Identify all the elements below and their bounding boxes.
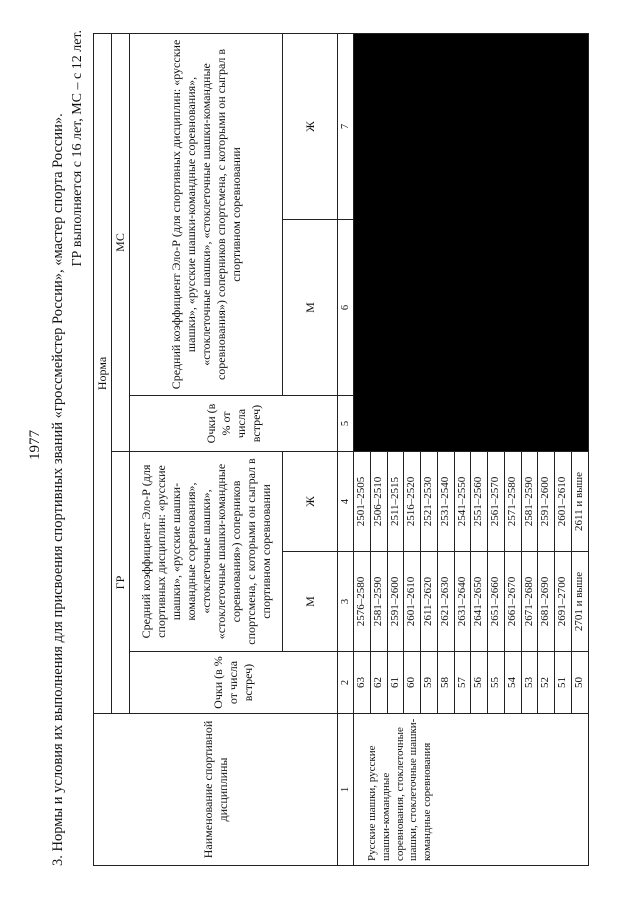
elo-zh-cell: 2601–2610 bbox=[555, 452, 572, 552]
points-cell: 54 bbox=[504, 652, 521, 714]
elo-zh-cell: 2531–2540 bbox=[437, 452, 454, 552]
section-heading: 3. Нормы и условия их выполнения для присвоения спортивных званий «гроссмейстер России», «мастер спорта России». bbox=[50, 113, 66, 866]
gr-zh-header-cell bbox=[283, 452, 338, 552]
ms-points-header: Очки (в % от числа встреч) bbox=[203, 403, 263, 444]
elo-m-cell: 2631–2640 bbox=[454, 552, 471, 652]
gr-points-header: Очки (в % от числа встреч) bbox=[211, 656, 255, 709]
points-cell: 53 bbox=[521, 652, 538, 714]
elo-m-cell: 2611–2620 bbox=[421, 552, 438, 652]
elo-m-cell: 2671–2680 bbox=[521, 552, 538, 652]
points-cell: 58 bbox=[437, 652, 454, 714]
elo-m-cell: 2576–2580 bbox=[354, 552, 371, 652]
ms-elo-header-cell bbox=[130, 33, 283, 395]
elo-m-cell: 2621–2630 bbox=[437, 552, 454, 652]
gr-m-header-cell bbox=[283, 552, 338, 652]
points-cell: 61 bbox=[387, 652, 404, 714]
elo-m-cell: 2581–2590 bbox=[370, 552, 387, 652]
elo-m-cell: 2661–2670 bbox=[504, 552, 521, 652]
elo-m-cell: 2691–2700 bbox=[555, 552, 572, 652]
gr-zh-header: Ж bbox=[302, 496, 317, 507]
col-number: 2 bbox=[338, 652, 354, 714]
elo-zh-cell: 2561–2570 bbox=[488, 452, 505, 552]
elo-m-cell: 2601–2610 bbox=[404, 552, 421, 652]
elo-zh-cell: 2541–2550 bbox=[454, 452, 471, 552]
ms-m-header: М bbox=[302, 302, 317, 313]
elo-m-cell: 2701 и выше bbox=[571, 552, 588, 652]
points-cell: 63 bbox=[354, 652, 371, 714]
elo-zh-cell: 2521–2530 bbox=[421, 452, 438, 552]
col-number: 3 bbox=[338, 552, 354, 652]
table-row bbox=[354, 33, 371, 865]
points-cell: 62 bbox=[370, 652, 387, 714]
elo-m-cell: 2651–2660 bbox=[488, 552, 505, 652]
col-number: 1 bbox=[338, 714, 354, 866]
col-number: 7 bbox=[338, 33, 354, 219]
elo-m-cell: 2681–2690 bbox=[538, 552, 555, 652]
ms-zh-header-cell bbox=[283, 33, 338, 219]
points-cell: 51 bbox=[555, 652, 572, 714]
points-cell: 59 bbox=[421, 652, 438, 714]
norms-table bbox=[93, 33, 589, 866]
ms-header: МС bbox=[113, 233, 127, 252]
elo-zh-cell: 2511–2515 bbox=[387, 452, 404, 552]
elo-zh-cell: 2516–2520 bbox=[404, 452, 421, 552]
norm-header-cell bbox=[94, 33, 112, 713]
points-cell: 55 bbox=[488, 652, 505, 714]
discipline-header-cell bbox=[94, 714, 338, 866]
col-number: 4 bbox=[338, 452, 354, 552]
elo-zh-cell: 2611 и выше bbox=[571, 452, 588, 552]
col-number: 6 bbox=[338, 220, 354, 396]
ms-elo-header: Средний коэффициент Эло-Р (для спортивных дисциплин: «русские шашки», «русские шашки-командные соревнования», «стоклеточные шашки», «стоклеточные шашки-командные соревнования») соперников спортсмена, с которыми он сыграл в спортивном соревновании bbox=[168, 39, 243, 390]
elo-zh-cell: 2591–2600 bbox=[538, 452, 555, 552]
gr-m-header: М bbox=[302, 596, 317, 607]
norm-header: Норма bbox=[95, 356, 109, 391]
ms-m-header-cell bbox=[283, 220, 338, 396]
gr-header-cell bbox=[112, 452, 130, 714]
elo-zh-cell: 2581–2590 bbox=[521, 452, 538, 552]
age-note: ГР выполняется с 16 лет, МС – с 12 лет. bbox=[70, 30, 85, 267]
discipline-header: Наименование спортивной дисциплины bbox=[200, 720, 230, 859]
ms-points-header-cell bbox=[130, 396, 338, 452]
points-cell: 60 bbox=[404, 652, 421, 714]
elo-zh-cell: 2551–2560 bbox=[471, 452, 488, 552]
page-number: 1977 bbox=[27, 430, 43, 460]
ms-header-cell bbox=[112, 33, 130, 451]
column-number-row bbox=[338, 33, 354, 865]
points-cell: 52 bbox=[538, 652, 555, 714]
gr-points-header-cell bbox=[130, 652, 338, 714]
elo-zh-cell: 2501–2505 bbox=[354, 452, 371, 552]
ms-zh-header: Ж bbox=[302, 121, 317, 132]
points-cell: 57 bbox=[454, 652, 471, 714]
redacted-block bbox=[354, 33, 589, 451]
elo-m-cell: 2591–2600 bbox=[387, 552, 404, 652]
points-cell: 50 bbox=[571, 652, 588, 714]
elo-zh-cell: 2571–2580 bbox=[504, 452, 521, 552]
rotated-content bbox=[20, 20, 620, 880]
gr-elo-header: Средний коэффициент Эло-Р (для спортивных дисциплин: «русские шашки», «русские шашки-командные соревнования», «стоклеточные шашки», «стоклеточные шашки-командные соревнования») соперников спортсмена, с которыми он сыграл в спортивном соревновании bbox=[138, 458, 273, 645]
discipline-cell: Русские шашки, русские шашки-командные соревнования, стоклеточные шашки, стоклеточные шашки-командные соревнования bbox=[354, 714, 589, 866]
col-number: 5 bbox=[338, 396, 354, 452]
gr-header: ГР bbox=[113, 575, 127, 590]
gr-elo-header-cell bbox=[130, 452, 283, 652]
points-cell: 56 bbox=[471, 652, 488, 714]
elo-zh-cell: 2506–2510 bbox=[370, 452, 387, 552]
elo-m-cell: 2641–2650 bbox=[471, 552, 488, 652]
